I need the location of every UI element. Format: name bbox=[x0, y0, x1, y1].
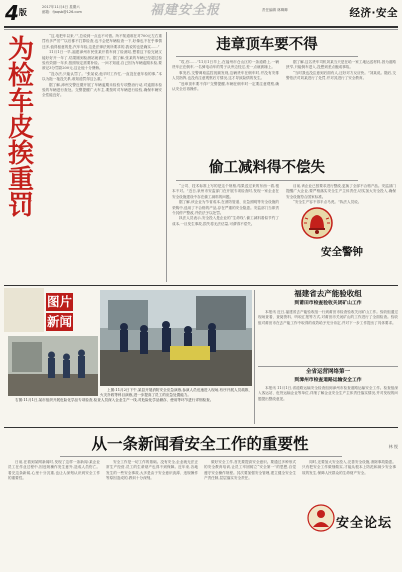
news-photo-drill bbox=[100, 290, 252, 386]
forum-logo-icon bbox=[306, 503, 336, 533]
vertical-headline-char: 检 bbox=[7, 61, 34, 91]
right-article-paragraph: 本报讯 11月1日,省道路运输安全检查组到漳州市检查道路运输安全工作。检查组深入客运站、危货运输企业等单位,详细了解企业安全生产主体责任落实情况,并对发现的问题提出整改意见。 bbox=[258, 386, 398, 401]
header-rule bbox=[4, 26, 398, 28]
photo-news-title-line1: 图片 bbox=[47, 294, 73, 309]
column-divider bbox=[166, 32, 167, 282]
story1-paragraph: “哎,你……”11月1日早上,在福州市仓山区的一条道路上,一辆货车正在倒车,一名骑电动车的男子从旁边经过,差一点就被撞上。 bbox=[172, 60, 279, 70]
photo-news-decor bbox=[4, 288, 44, 332]
story1-headline: 违章顶车要不得 bbox=[216, 37, 318, 53]
story2-col1 bbox=[172, 184, 279, 282]
bottom-byline: 林 悦 bbox=[388, 444, 398, 449]
left-paragraph: 11月1日一早,福建漳州市民张某开着车到了检测站,想着这下检完就又能好好开一年了,结果刚到检测站就被拦下。据了解,张某的车辆已经超过检验有效期一年多,按照规定需要补检。一问才知道,自己因为车辆逾期未检,要被记3分罚款200元,这让他十分懊悔。 bbox=[42, 50, 162, 71]
left-paragraph: “没办法,只能认罚了。”张某说,他平时工作忙,一直没在意年检的事,“本以为拖一拖没关系,谁知道罚得这么重。” bbox=[42, 71, 162, 82]
section-rule bbox=[4, 285, 398, 286]
bottom-headline: 从一条新闻看安全工作的重要性 bbox=[91, 435, 309, 453]
vertical-headline-char: 罚 bbox=[7, 191, 34, 221]
left-paragraph: 据了解,漳州交警近期开展了车辆逾期未检验专项整治行动,对逾期未检验的车辆进行查处。交警提醒广大车主,要按时对车辆进行检验,确保车辆安全性能良好。 bbox=[42, 82, 162, 98]
right-article-2-title: 全省运营网络第一 bbox=[305, 369, 350, 375]
story2-paragraph: 执法人员表示,安全投入是企业的“生命线”,偷工减料看似节约了成本,一旦发生事故,损失将无法估量,可谓得不偿失。 bbox=[172, 216, 279, 226]
right-article-1-title: 福建省去产能验收组 bbox=[294, 289, 362, 298]
story1-col2 bbox=[286, 60, 396, 155]
bottom-col-4 bbox=[302, 460, 396, 500]
story1-paragraph: 事发后,交警调取监控视频发现,这辆货车在倒车时,并没有安排人员指挥,也没有注意观察后方情况,这才导致险情的发生。 bbox=[172, 70, 279, 81]
page-number bbox=[5, 3, 37, 23]
vertical-headline-char: 重 bbox=[7, 165, 34, 195]
header-editor: 责任编辑 林卿卿 bbox=[262, 8, 288, 12]
right-article-rule bbox=[258, 366, 398, 367]
page-number-value: 4 bbox=[5, 1, 19, 25]
left-column-text bbox=[42, 34, 162, 282]
bottom-col-1 bbox=[8, 460, 100, 568]
news-photo-inspection bbox=[8, 336, 98, 396]
vertical-headline-char: 为 bbox=[7, 35, 34, 65]
bottom-headline-rule bbox=[60, 456, 342, 457]
alarm-bell-icon bbox=[300, 206, 334, 240]
photo-news-title-line2: 新闻 bbox=[47, 314, 73, 329]
photo-news-title bbox=[46, 292, 94, 332]
section-rule bbox=[4, 427, 398, 428]
story1-paragraph: “当时我也没注意到后面有人,还好对方反应快。”刘某说。随后,交警依法对刘某进行了处罚,并对其进行了安全教育。 bbox=[286, 70, 396, 81]
header-email: 邮箱：fjaqsb@126.com bbox=[42, 10, 82, 14]
right-article-1-text bbox=[258, 310, 398, 364]
story1-col1 bbox=[172, 60, 279, 155]
photo-caption-text: 上图:11月2日下午,某县开展消防安全应急演练,参演人员迅速进入现场,有序开展人员疏散、火灾扑救等科目演练,进一步提高了员工的应急处置能力。 bbox=[100, 388, 252, 398]
page-suffix: 版 bbox=[18, 8, 27, 17]
left-paragraph: “这,电把车以来,””,总说到一点也不可惜。所不知道谁在对700元左右重罚有多严厉”“以后都不打算检查,也不会把车辆检查一下,好像也不在乎事情还多,值得留意的是,汽车年检,这是法律法规所要求的,我说的也是确实......” bbox=[42, 34, 162, 49]
section-title: 经济·安全 bbox=[349, 7, 398, 19]
story2-paragraph: “安全生产容不得半点马虎。”执法人员说。 bbox=[293, 200, 362, 205]
story2-paragraph: “公司、技术标准上写的是这个规格,结果送过来的东西一看,根本不对。”近日,泉州市安监部门在开展专项检查时,发现一家企业在安全设施建设中存在偷工减料的问题。 bbox=[172, 184, 279, 199]
header-rule-thin bbox=[4, 29, 398, 30]
badge-label: 安全警钟 bbox=[321, 246, 363, 258]
photo-caption-text: 右图:11月1日,某市组织开展危险化学品专项检查,检查人员深入企业生产一线,对危险化学品储存、使用等环节进行详细检查。 bbox=[15, 398, 214, 402]
vertical-headline-char: 皮 bbox=[7, 113, 34, 143]
bottom-paragraph: 做好安全工作,首先要提高安全意识。要通过多种形式的安全教育培训,让员工牢固树立“安全第一”的思想,自觉遵守安全操作规程。其次要加强安全管理,建立健全安全生产责任制,层层落实安全责任。 bbox=[204, 460, 296, 481]
story2-paragraph: 目前,该企业已按要求进行整改,更换了全部不合格产品。安监部门提醒广大企业,要严格落实安全生产主体责任,切实加大安全投入,确保安全设施符合国家标准。 bbox=[286, 184, 396, 199]
bottom-col-3 bbox=[204, 460, 296, 568]
header-meta bbox=[42, 5, 122, 15]
column-divider bbox=[254, 290, 255, 424]
header-date: 2017年11月4日 星期六 bbox=[42, 5, 80, 9]
vertical-headline-char: 挨 bbox=[7, 139, 34, 169]
vertical-headline-char: 车 bbox=[7, 87, 34, 117]
right-article-1-subtitle: 到莆田市检查验收关闭矿山工作 bbox=[294, 301, 362, 306]
story2-rule bbox=[176, 180, 358, 181]
story2-paragraph: 据了解,该企业为节省成本,在消防管道、应急照明等安全设施的采购中,选用了不合格的产品,存在严重的安全隐患。安监部门当即责令其停产整改,并依法予以处罚。 bbox=[172, 200, 279, 216]
vertical-headline bbox=[5, 37, 37, 219]
right-article-paragraph: 本报讯 近日,福建省去产能验收组一行到莆田市检查验收关闭矿山工作。验收组通过现场查看、查阅资料、听取汇报等方式,对莆田市关闭矿山的工作进行了全面检查。验收组对莆田市在去产能工作中取得的成效给予充分肯定,并对下一步工作提出了具体要求。 bbox=[258, 310, 398, 325]
bottom-paragraph: 日前,在看到某网新闻时,发现了这样一条新闻:某企业员工在作业过程中,因违规操作发生意外,造成人员伤亡。看完这条新闻,心里十分沉重,也让人深刻认识到安全工作的重要性。 bbox=[8, 460, 100, 481]
bottom-paragraph: 同时,还要加大安全投入,完善安全设施,消除事故隐患。只有把安全工作做细做实,才能从根本上防范和减少安全事故的发生,保障人民群众的生命财产安全。 bbox=[302, 460, 396, 475]
photo-caption-2 bbox=[8, 398, 248, 424]
story1-paragraph: 据了解,这名货车司机刘某当天是在给一家工地运送材料,因为道路狭窄,只能倒车进入,没想到差点酿成事故。 bbox=[286, 60, 396, 70]
bottom-paragraph: 安全工作是一切工作的基础。没有安全,企业就无法正常生产经营,员工的生命财产也得不到保障。近年来,各地发生的一些安全事故,大多是由于安全意识淡薄、违规操作等原因造成的,教训十分深刻。 bbox=[106, 460, 198, 481]
story2-headline: 偷工减料得不偿失 bbox=[209, 160, 325, 176]
story1-rule bbox=[176, 56, 358, 57]
right-article-2-text bbox=[258, 386, 398, 424]
forum-label: 安全论坛 bbox=[336, 516, 393, 531]
paper-name: 福建安全报 bbox=[150, 3, 221, 18]
right-article-2-subtitle: 到漳州市检查道路运输安全工作 bbox=[294, 378, 362, 383]
story1-paragraph: “违章顶车要不得!”交警提醒,车辆在倒车时一定要注意观察,确认安全后再操作。 bbox=[172, 81, 279, 92]
bottom-col-2 bbox=[106, 460, 198, 568]
